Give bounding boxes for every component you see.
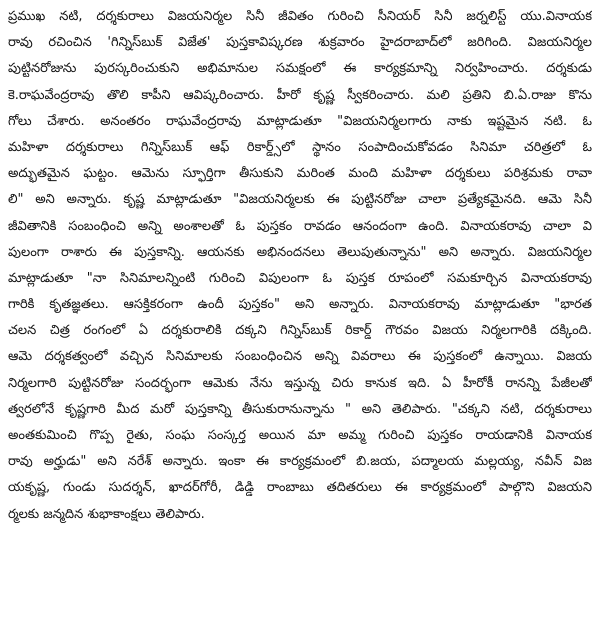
- article-line: గారికి కృతజ్ఞతలు. ఆసక్తికరంగా ఉందీ పుస్తకం" అని అన్నారు. వినాయకరావు మాట్లాడుతూ "భారత: [8, 297, 592, 313]
- article-line: లి" అని అన్నారు. కృష్ణ మాట్లాడుతూ "విజయనిర్మలకు ఈ పుట్టినరోజు చాలా ప్రత్యేకమైనది. ఆమె సినీ: [8, 192, 592, 208]
- article-line: ప్రముఖ నటి, దర్శకురాలు విజయనిర్మల సినీ జీవితం గురించి సీనియర్ సినీ జర్నలిస్ట్ యు.వినాయక: [8, 9, 592, 24]
- article-line: మాట్లాడుతూ "నా సినిమాలన్నింటి గురించి విపులంగా ఓ పుస్తక రూపంలో సమకూర్చిన వినాయకరావు: [8, 270, 592, 286]
- article-line: యకృష్ణ, గుండు సుదర్శన్, ఖాదర్‌గోరీ, డిడ్డి రాంబాబు తదితరులు ఈ కార్యక్రమంలో పాల్గొని విజయని: [8, 480, 592, 496]
- article-line: ఆమె దర్శకత్వంలో వచ్చిన సినిమాలకు సంబంధించిన అన్ని వివరాలు ఈ పుస్తకంలో ఉన్నాయి. విజయ: [8, 349, 592, 365]
- article-line: పులంగా రాశారు ఈ పుస్తకాన్ని. ఆయనకు అభినందనలు తెలుపుతున్నాను" అని అన్నారు. విజయనిర్మల: [8, 244, 592, 260]
- article-line: మహిళా దర్శకురాలు గిన్నిస్‌బుక్ ఆఫ్ రికార్డ్స్‌లో స్థానం సంపాదించుకోవడం సినిమా చరిత్రలో ఓ: [8, 139, 592, 155]
- article-line: అంతకుమించి గొప్ప రైతు, సంఘ సంస్కర్త అయిన మా అమ్మ గురించి పుస్తకం రాయడానికి వినాయక: [8, 428, 592, 443]
- article-line: ర్మలకు జన్మదిన శుభాకాంక్షలు తెలిపారు.: [8, 506, 205, 522]
- article-line: కె.రాఘవేంద్రరావు తొలి కాపీని ఆవిష్కరించారు. హీరో కృష్ణ స్వీకరించారు. మలి ప్రతిని బి.ఏ.రాజు కొను: [8, 87, 592, 103]
- article-line: అద్భుతమైన ఘట్టం. ఆమెను స్ఫూర్తిగా తీసుకుని మరింత మంది మహిళా దర్శకులు పరిశ్రమకు రావా: [8, 166, 592, 182]
- article-line: జీవితానికి సంబంధించి అన్ని అంశాలతో ఓ పుస్తకం రావడం ఆనందంగా ఉంది. వినాయకరావు చాలా వి: [8, 218, 592, 234]
- article-line: నిర్మలగారి పుట్టినరోజు సందర్భంగా ఆమెకు నేను ఇస్తున్న చిరు కానుక ఇది. ఏ హీరోకీ రానన్ని పేజీలతో: [8, 375, 592, 391]
- article-line: రావు అర్హుడు" అని నరేశ్ అన్నారు. ఇంకా ఈ కార్యక్రమంలో బి.జయ, పద్మాలయ మల్లయ్య, నవీన్ విజ: [8, 454, 592, 470]
- article-line: రావు రచించిన 'గిన్నిస్‌బుక్ విజేత' పుస్తకావిష్కరణ శుక్రవారం హైదరాబాద్‌లో జరిగింది. విజయనిర్మల: [8, 35, 592, 51]
- article-line: చలన చిత్ర రంగంలో ఏ దర్శకురాలికి దక్కని గిన్నిస్‌బుక్ రికార్డ్ గౌరవం విజయ నిర్మలగారికి దక్కింది.: [8, 323, 592, 339]
- article-line: పుట్టినరోజును పురస్కరించుకుని అభిమానుల సమక్షంలో ఈ కార్యక్రమాన్ని నిర్వహించారు. దర్శకుడు: [8, 61, 592, 77]
- article-line: త్వరలోనే కృష్ణగారి మీద మరో పుస్తకాన్ని తీసుకురానున్నాను " అని తెలిపారు. "చక్కని నటి, దర్శకురాలు: [8, 401, 592, 417]
- article-line: గోలు చేశారు. అనంతరం రాఘవేంద్రరావు మాట్లాడుతూ "విజయనిర్మలగారు నాకు ఇష్టమైన నటి. ఓ: [8, 113, 592, 129]
